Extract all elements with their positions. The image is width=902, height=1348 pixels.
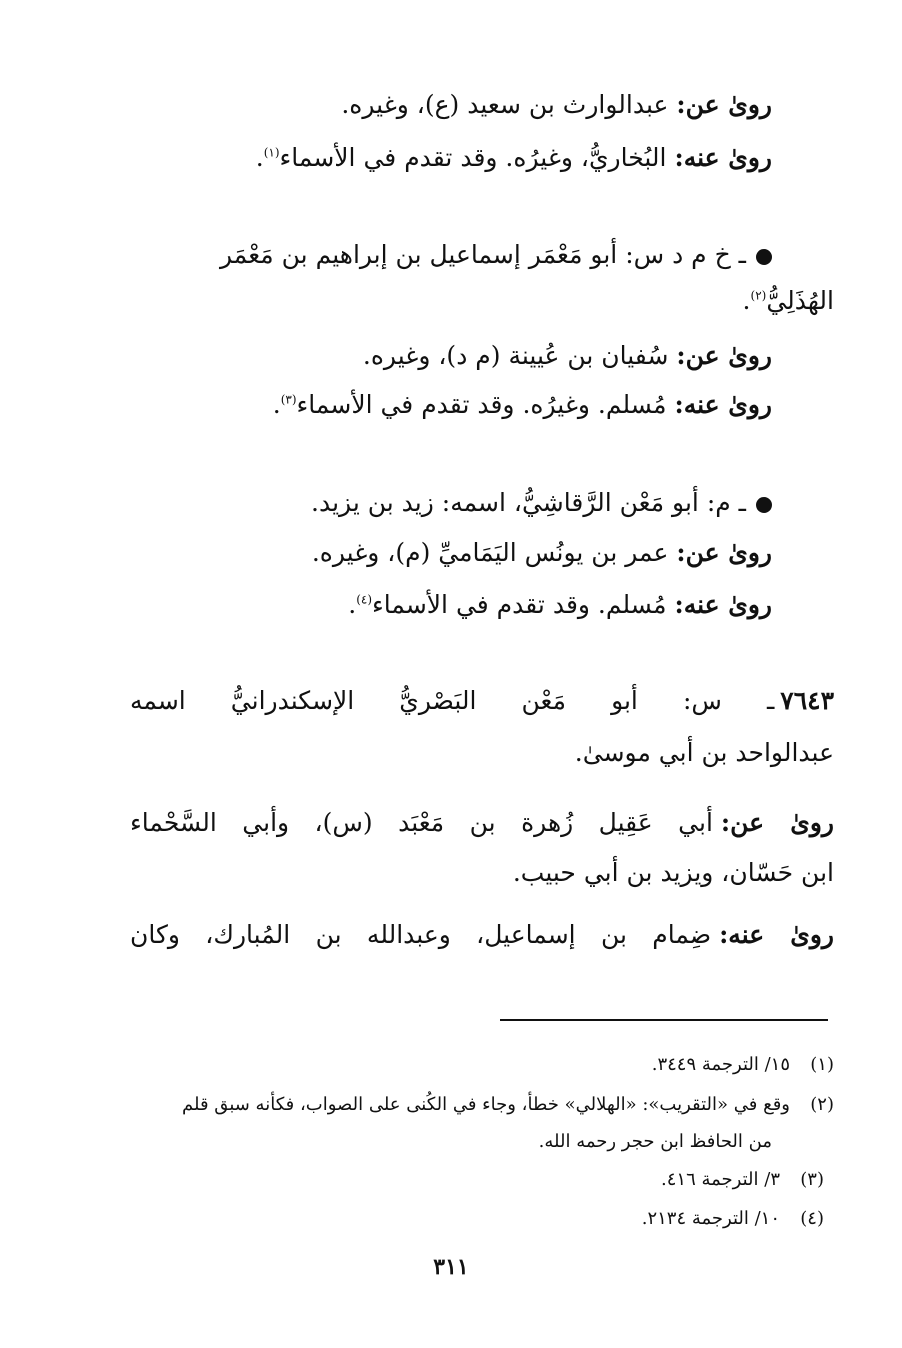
footnote-ref: (٤) — [356, 592, 373, 607]
narrated-from-label: روىٰ عن: — [676, 538, 772, 567]
narrated-by-line — [130, 922, 834, 947]
entry-heading-text: ـ م: أبو مَعْن الرَّقاشِيُّ، اسمه: زيد بن يزيد. — [311, 488, 746, 517]
narrated-from-line — [130, 810, 834, 835]
footnote-number: (١) — [810, 1054, 834, 1075]
footnote-ref: (٢) — [750, 288, 767, 303]
page-number: ٣١١ — [433, 1254, 469, 1280]
entry-heading-line — [311, 490, 772, 515]
footnote-text: وقع في «التقريب»: «الهلالي» خطأ، وجاء في الكُنى على الصواب، فكأنه سبق قلم — [182, 1094, 790, 1115]
narrated-from-text: سُفيان بن عُيينة (م د)، وغيره. — [362, 341, 669, 370]
bullet-icon — [756, 249, 772, 265]
narrated-by-label: روىٰ عنه: — [674, 143, 772, 172]
narrated-by-text: البُخاريُّ، وغيرُه. وقد تقدم في الأسماء — [279, 143, 667, 172]
narrated-by-text: مُسلم. وغيرُه. وقد تقدم في الأسماء — [296, 390, 667, 419]
footnote-ref: (٣) — [280, 392, 297, 407]
narrated-by-text: مُسلم. وقد تقدم في الأسماء — [372, 590, 667, 619]
footnote-text: ١٥/ الترجمة ٣٤٤٩. — [651, 1054, 790, 1075]
entry-7643-heading — [130, 688, 834, 713]
narrated-from-text: عمر بن يونُس اليَمَاميِّ (م)، وغيره. — [311, 538, 669, 567]
footnote-number: (٢) — [810, 1094, 834, 1115]
narrated-from-label: روىٰ عن: — [676, 90, 772, 119]
footnote-ref: (١) — [263, 145, 280, 160]
footnote-separator — [500, 1019, 828, 1021]
entry-heading-line — [220, 242, 772, 267]
entry-heading-text: ـ خ م د س: أبو مَعْمَر إسماعيل بن إبراهيم بن مَعْمَر — [220, 240, 746, 269]
narrated-from-line — [341, 92, 772, 117]
narrated-from-text: عبدالوارث بن سعيد (ع)، وغيره. — [341, 90, 669, 119]
narrated-from-line — [312, 540, 772, 565]
narrated-from-continuation — [513, 860, 834, 885]
footnote-text: ١٠/ الترجمة ٢١٣٤. — [641, 1208, 780, 1229]
entry-heading-text: ـ س: أبو مَعْن البَصْريُّ الإسكندرانيُّ اسمه — [130, 686, 775, 715]
entry-heading-text-2: الهُذَلِيُّ — [766, 286, 834, 315]
footnote-number: (٣) — [800, 1169, 824, 1190]
footnote-text: ٣/ الترجمة ٤١٦. — [661, 1169, 780, 1190]
footnote-2-continuation — [539, 1133, 772, 1151]
footnote-2 — [182, 1096, 834, 1114]
narrated-by-line: روىٰ عنه:مُسلم. وغيرُه. وقد تقدم في الأسماء$^{(٣)}$. — [272, 390, 772, 419]
narrated-from-label: روىٰ عن: — [676, 341, 772, 370]
narrated-by-line: روىٰ عنه:مُسلم. وقد تقدم في الأسماء$^{(٤)}$. — [348, 590, 772, 619]
narrated-by-line: روىٰ عنه:البُخاريُّ، وغيرُه. وقد تقدم في الأسماء$^{(١)}$. — [255, 143, 772, 172]
footnote-text-2: من الحافظ ابن حجر رحمه الله. — [538, 1131, 772, 1152]
footnote-1 — [652, 1056, 834, 1074]
narrated-from-text: أبي عَقِيل زُهرة بن مَعْبَد (س)، وأبي السَّحْماء — [130, 808, 713, 837]
entry-number: ٧٦٤٣ — [780, 686, 834, 715]
footnote-4 — [642, 1210, 824, 1228]
narrated-from-text-2: ابن حَسّان، ويزيد بن أبي حبيب. — [512, 858, 834, 887]
narrated-from-line — [363, 343, 772, 368]
footnote-number: (٤) — [800, 1208, 824, 1229]
narrated-by-label: روىٰ عنه: — [674, 590, 772, 619]
entry-heading-text-2: عبدالواحد بن أبي موسىٰ. — [574, 738, 834, 767]
narrated-by-label: روىٰ عنه: — [674, 390, 772, 419]
entry-heading-continuation — [575, 740, 834, 765]
entry-heading-continuation: الهُذَلِيُّ$^{(٢)}$. — [742, 286, 834, 315]
narrated-by-text: ضِمام بن إسماعيل، وعبدالله بن المُبارك، وكان — [130, 920, 712, 949]
narrated-by-label: روىٰ عنه: — [719, 920, 834, 949]
narrated-from-label: روىٰ عن: — [720, 808, 834, 837]
footnote-3 — [661, 1171, 824, 1189]
bullet-icon — [756, 497, 772, 513]
